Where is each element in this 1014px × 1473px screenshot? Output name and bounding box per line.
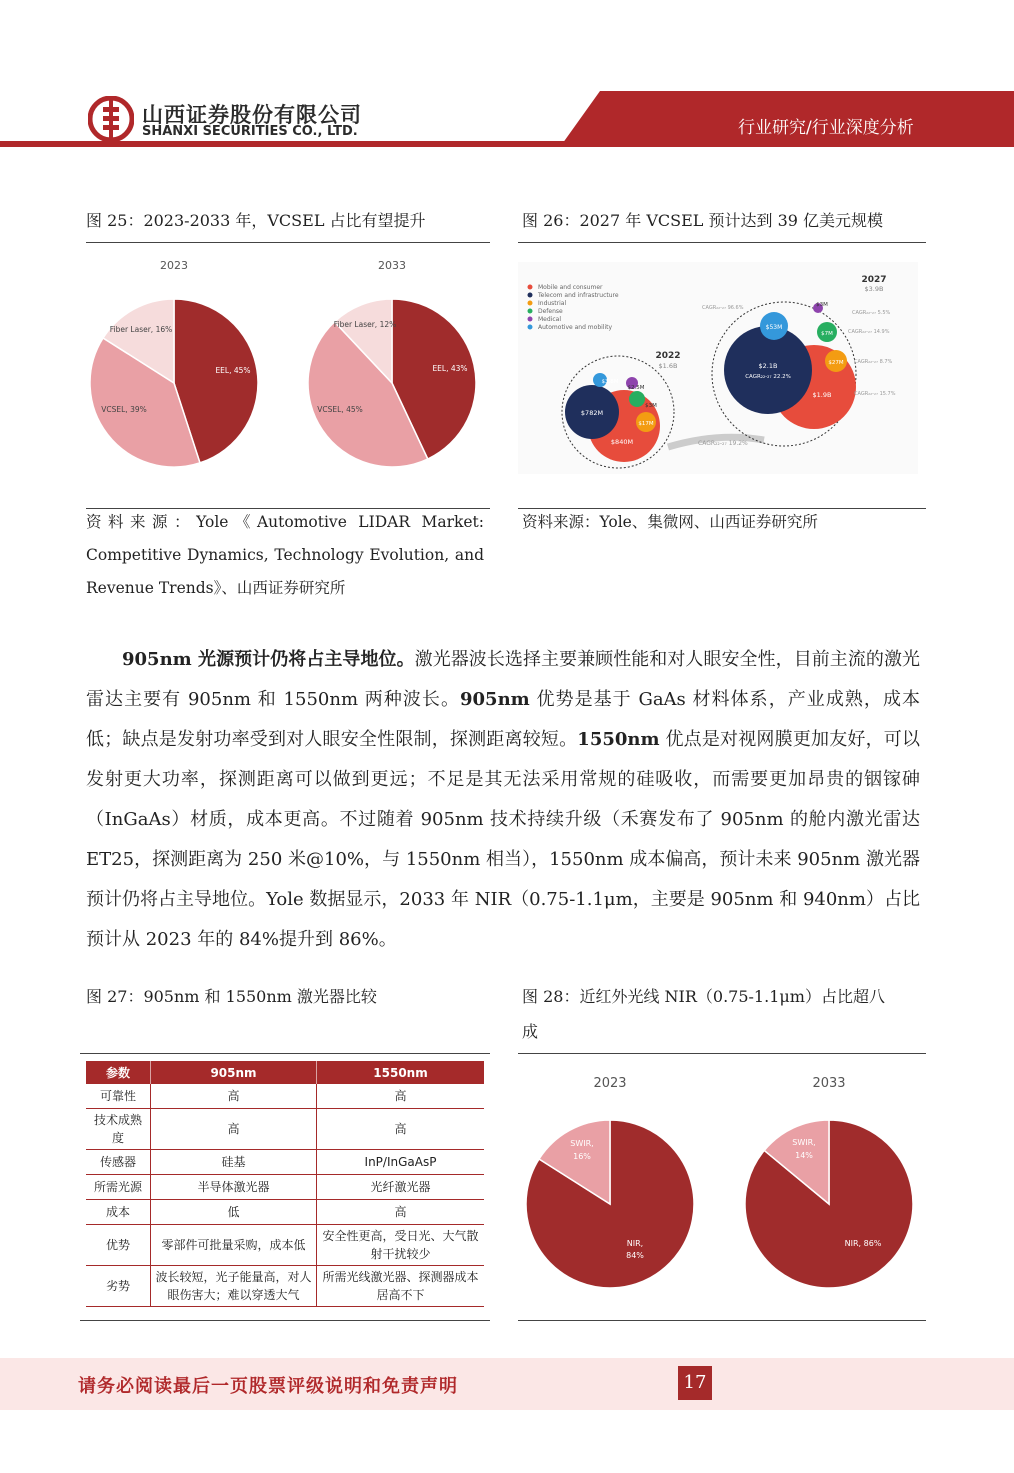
bubble-label-3m: $3M xyxy=(645,403,657,409)
bubble-label-3m-2027: $3M xyxy=(816,302,828,308)
table-cell: 硅基 xyxy=(151,1150,317,1175)
fig25-pie-charts xyxy=(86,252,490,482)
table-row xyxy=(86,1225,484,1266)
para-bold-1550: 1550nm xyxy=(577,729,660,750)
table-cell: 优势 xyxy=(86,1225,151,1266)
fig26-2022-total: $1.6B xyxy=(658,362,678,370)
table-cell: 光纤激光器 xyxy=(317,1175,485,1200)
body-paragraph xyxy=(86,640,920,960)
para-lead: 905nm 光源预计仍将占主导地位。 xyxy=(122,649,415,670)
fig25-label-vcsel-2023: VCSEL, 39% xyxy=(101,405,147,414)
fig25-label-fiber-2023: Fiber Laser, 16% xyxy=(109,325,173,334)
legend-dot-industrial xyxy=(528,301,533,306)
bubble-label-27m: $27M xyxy=(828,360,844,366)
fig28-label-nir-2033: NIR, 86% xyxy=(844,1239,882,1248)
fig26-bubble-chart xyxy=(518,262,918,474)
table-cell: 传感器 xyxy=(86,1150,151,1175)
table-row xyxy=(86,1175,484,1200)
para-text-2: 优势是基于 GaAs 材料体系，产业成熟，成本低；缺点是发射功率受到对人眼安全性限制，探测距离较短。 xyxy=(86,689,921,750)
table-cell: 安全性更高，受日光、大气散射干扰较少 xyxy=(317,1225,485,1266)
table-row xyxy=(86,1150,484,1175)
fig25-label-vcsel-2033: VCSEL, 45% xyxy=(317,405,363,414)
bubble-label-840m: $840M xyxy=(610,438,634,446)
table-cell: 所需光线激光器、探测器成本居高不下 xyxy=(317,1266,485,1307)
table-cell: 低 xyxy=(151,1200,317,1225)
bubble-label-1-9b: $1.9B xyxy=(812,391,832,399)
table-cell: 波长较短，光子能量高，对人眼伤害大；难以穿透大气 xyxy=(151,1266,317,1307)
fig27-title: 图 27：905nm 和 1550nm 激光器比较 xyxy=(86,987,377,1006)
fig28-pie2-year: 2033 xyxy=(812,1076,846,1091)
table-header-param: 参数 xyxy=(86,1061,151,1084)
laser-comparison-table xyxy=(86,1061,484,1307)
legend-mobile: Mobile and consumer xyxy=(538,284,603,291)
bubble-label-782m: $782M xyxy=(580,409,604,417)
fig28-title-line2: 成 xyxy=(522,1022,539,1041)
cagr-note-4: CAGR₂₂-₂₇ 15.7% xyxy=(854,391,896,397)
fig25-label-eel-2033: EEL, 43% xyxy=(432,364,468,373)
table-header-905: 905nm xyxy=(151,1061,317,1084)
bubble-label-17m: $17M xyxy=(638,421,654,427)
fig28-title-line1: 图 28：近红外光线 NIR（0.75-1.1μm）占比超八 xyxy=(522,987,885,1006)
fig26-top-rule xyxy=(518,242,926,243)
fig28-label-swir-pct-2023: 16% xyxy=(573,1152,591,1161)
table-header-1550: 1550nm xyxy=(317,1061,485,1084)
bubble-label-cagr-main: CAGR₂₂-₂₇ 22.2% xyxy=(745,374,791,380)
disclaimer-note: 请务必阅读最后一页股票评级说明和免责声明 xyxy=(78,1376,458,1397)
legend-dot-medical xyxy=(528,317,533,322)
table-cell: 所需光源 xyxy=(86,1175,151,1200)
table-row xyxy=(86,1200,484,1225)
legend-dot-mobile xyxy=(528,285,533,290)
table-cell: 高 xyxy=(317,1084,485,1109)
fig25-top-rule xyxy=(86,242,490,243)
section-label: 行业研究/行业深度分析 xyxy=(738,118,914,138)
bubble-label-7m: $7M xyxy=(821,331,833,337)
fig28-pie-2023 xyxy=(526,1120,694,1288)
fig25-label-fiber-2033: Fiber Laser, 12% xyxy=(333,320,397,329)
legend-automotive: Automotive and mobility xyxy=(538,324,613,331)
cagr-note-3: CAGR₂₂-₂₇ 8.7% xyxy=(854,359,893,365)
legend-dot-automotive xyxy=(528,325,533,330)
bubble-label-2-5m: $2.5M xyxy=(627,385,645,391)
fig26-2022-year: 2022 xyxy=(655,351,681,361)
table-row xyxy=(86,1084,484,1109)
para-text-1: 激光器波长选择主要兼顾性能和对人眼安全性，目前主流的激光雷达主要有 905nm 和 1550nm 两种波长。 xyxy=(86,649,920,710)
bubble-label-3-8m: $3.8M xyxy=(601,379,619,385)
cagr-note-5: CAGR₂₂-₂₇ 96.6% xyxy=(702,305,744,311)
fig28-bottom-rule xyxy=(518,1320,926,1321)
fig28-top-rule xyxy=(518,1053,926,1054)
table-cell: 高 xyxy=(317,1200,485,1225)
fig25-source: 资料来源：Yole《Automotive LIDAR Market: Competitive Dynamics, Technology Evolution, and Revenue Trends》、山西证券研究所 xyxy=(86,513,484,597)
bubble-2027-telecom xyxy=(724,326,812,414)
fig28-pie-2033 xyxy=(745,1120,913,1288)
fig25-label-eel-2023: EEL, 45% xyxy=(215,366,251,375)
fig28-label-swir-2033: SWIR, xyxy=(792,1138,816,1147)
fig28-label-nir-2023: NIR, xyxy=(626,1239,644,1248)
fig28-label-swir-pct-2033: 14% xyxy=(795,1151,813,1160)
legend-defense: Defense xyxy=(538,308,563,315)
legend-telecom: Telecom and infrastructure xyxy=(538,292,619,299)
fig26-title: 图 26：2027 年 VCSEL 预计达到 39 亿美元规模 xyxy=(522,211,884,230)
table-row xyxy=(86,1266,484,1307)
growth-arrow-label: CAGR₂₂-₂₇ 19.2% xyxy=(698,440,748,447)
legend-medical: Medical xyxy=(538,316,561,323)
table-cell: 可靠性 xyxy=(86,1084,151,1109)
page-number: 17 xyxy=(678,1366,712,1400)
legend-dot-defense xyxy=(528,309,533,314)
fig28-pie1-year: 2023 xyxy=(593,1076,627,1091)
fig27-bottom-rule xyxy=(80,1320,490,1321)
fig25-pie1-year: 2023 xyxy=(160,259,188,272)
table-row xyxy=(86,1109,484,1150)
legend-dot-telecom xyxy=(528,293,533,298)
fig27-top-rule xyxy=(80,1053,490,1054)
table-cell: 劣势 xyxy=(86,1266,151,1307)
cagr-note-1: CAGR₂₂-₂₇ 5.5% xyxy=(852,310,891,316)
fig26-source: 资料来源：Yole、集微网、山西证券研究所 xyxy=(522,513,818,531)
bubble-label-53m: $53M xyxy=(765,324,783,331)
table-cell: 高 xyxy=(151,1109,317,1150)
para-bold-905: 905nm xyxy=(460,689,530,710)
fig25-pie2-year: 2033 xyxy=(378,259,406,272)
table-cell: 高 xyxy=(151,1084,317,1109)
fig25-title: 图 25：2023-2033 年，VCSEL 占比有望提升 xyxy=(86,211,426,230)
fig26-2027-year: 2027 xyxy=(861,275,887,285)
cagr-note-2: CAGR₂₂-₂₇ 14.9% xyxy=(848,329,890,335)
company-name-en: SHANXI SECURITIES CO., LTD. xyxy=(142,124,358,139)
company-name-cn: 山西证券股份有限公司 xyxy=(142,103,362,127)
fig28-pie-charts xyxy=(518,1064,926,1304)
table-cell: 零部件可批量采购，成本低 xyxy=(151,1225,317,1266)
company-logo xyxy=(88,96,134,142)
bubble-label-2-1b: $2.1B xyxy=(758,362,778,370)
table-cell: InP/InGaAsP xyxy=(317,1150,485,1175)
table-cell: 高 xyxy=(317,1109,485,1150)
table-cell: 半导体激光器 xyxy=(151,1175,317,1200)
table-cell: 技术成熟度 xyxy=(86,1109,151,1150)
fig28-label-nir-pct-2023: 84% xyxy=(626,1251,644,1260)
para-text-3: 优点是对视网膜更加友好，可以发射更大功率，探测距离可以做到更远；不足是其无法采用常规的硅吸收，而需要更加昂贵的铟镓砷（InGaAs）材质，成本更高。不过随着 905nm 技术持续升级（禾赛发布了 905nm 的舱内激光雷达 ET25，探测距离为 250 米@10%，与 1550nm 相当），1550nm 成本偏高，预计未来 905nm 激光器预计仍将占主导地位。Yole 数据显示，2033 年 NIR（0.75-1.1μm，主要是 905nm 和 940nm）占比预计从 2023 年的 84%提升到 86%。 xyxy=(86,729,920,950)
table-cell: 成本 xyxy=(86,1200,151,1225)
fig28-label-swir-2023: SWIR, xyxy=(570,1139,594,1148)
legend-industrial: Industrial xyxy=(538,300,567,307)
fig26-2027-total: $3.9B xyxy=(864,285,884,293)
bubble-2022-defense xyxy=(629,391,645,407)
